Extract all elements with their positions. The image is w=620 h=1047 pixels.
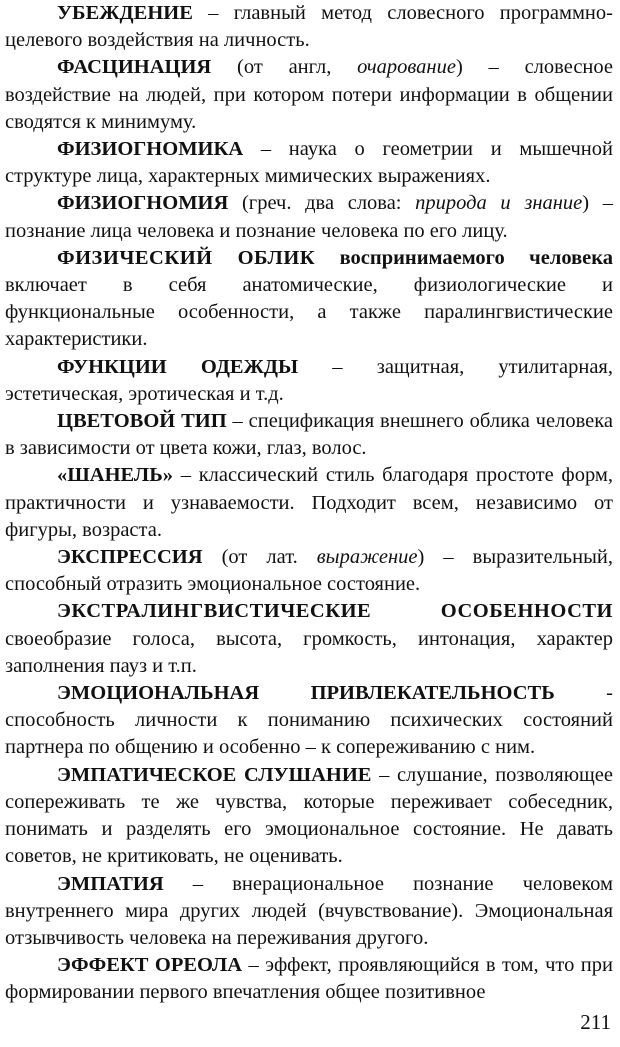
entry-term: УБЕЖДЕНИЕ [57, 2, 193, 24]
entry-term: ФИЗИОГНОМИЯ [57, 192, 229, 215]
entry-term-tail: воспринимаемого человека [315, 246, 613, 269]
entry-ekstralingvisticheskie [5, 598, 613, 680]
entry-definition: своеобразие голоса, высота, громкость, интонация, характер заполнения пауз и т.п. [5, 627, 613, 677]
entry-definition: - способность личности к пониманию психических состояний партнера по общению и особенно – к сопереживанию с ним. [5, 682, 613, 759]
entry-effekt-oreola [5, 952, 613, 1006]
entry-empaticheskoe-slushanie [5, 762, 613, 871]
entry-etymology: (греч. два слова: [228, 192, 416, 215]
entry-term: ЭКСТРАЛИНГВИСТИЧЕСКИЕ ОСОБЕННОСТИ [57, 600, 613, 623]
entry-emotsionalnaya-privlekatelnost [5, 680, 613, 762]
entry-definition: – классический стиль благодаря простоте форм, практичности и узнаваемости. Подходит всем, независимо от фигуры, возраста. [5, 464, 613, 541]
entry-funktsii-odezhdy [5, 354, 613, 408]
entry-term: ЭМПАТИЯ [57, 872, 164, 895]
entry-term: ФИЗИЧЕСКИЙ ОБЛИК [57, 246, 316, 269]
entry-definition: ) – познание лица человека и познание человека по его лицу. [5, 192, 614, 242]
entry-term: ЭКСПРЕССИЯ [57, 546, 203, 569]
entry-etymology: (от лат. [202, 546, 317, 569]
entry-fiziognomiya [5, 190, 613, 244]
entry-term: ФАСЦИНАЦИЯ [57, 56, 212, 79]
entry-term: ФУНКЦИИ ОДЕЖДЫ [57, 355, 299, 378]
entry-definition: – главный метод словесного программно-целевого воздействия на личность. [5, 2, 613, 52]
entry-term: ЭМПАТИЧЕСКОЕ СЛУШАНИЕ [57, 763, 372, 786]
entry-definition: – внерациональное познание человеком внутреннего мира других людей (вчувствование). Эмоциональная отзывчивость человека на переживания другого. [5, 872, 613, 949]
entry-definition: – защитная, утилитарная, эстетическая, эротическая и т.д. [5, 355, 613, 405]
entry-term: «ШАНЕЛЬ» [57, 464, 173, 487]
entry-etymology-italic: очарование [357, 56, 456, 79]
entry-definition: – эффект, проявляющийся в том, что при формировании первого впечатления общее позитивное [5, 954, 614, 1004]
entry-definition: – наука о геометрии и мышечной структуре лица, характерных мимических выражениях. [5, 138, 613, 188]
entry-etymology: (от англ, [211, 56, 358, 79]
entry-ubezhdenie [5, 0, 613, 54]
entry-tsvetovoy-tip [5, 408, 613, 462]
entry-term: ЭМОЦИОНАЛЬНАЯ ПРИВЛЕКАТЕЛЬНОСТЬ [57, 682, 555, 705]
entry-definition: ) – выразительный, способный отразить эмоциональное состояние. [5, 546, 613, 596]
entry-definition: – спецификация внешнего облика человека в зависимости от цвета кожи, глаз, волос. [5, 410, 613, 460]
entry-fascinatsiya [5, 54, 613, 136]
entry-etymology-italic: выражение [316, 546, 418, 569]
entry-term: ФИЗИОГНОМИКА [57, 138, 244, 161]
entry-definition: ) – словесное воздействие на людей, при котором потери информации в общении сводятся к минимуму. [5, 56, 613, 133]
entry-shanel [5, 462, 613, 544]
entry-empatiya [5, 871, 613, 953]
entry-term: ЦВЕТОВОЙ ТИП [57, 410, 227, 433]
entry-definition: включает в себя анатомические, физиологические и функциональные особенности, а также паралингвистические характеристики. [5, 274, 613, 351]
entry-fiziognomika [5, 136, 613, 190]
entry-etymology-italic: природа и знание [415, 192, 583, 215]
entry-fizicheskiy-oblik [5, 245, 613, 354]
page-number: 211 [580, 1010, 611, 1034]
entry-ekspressiya [5, 544, 613, 598]
entry-term: ЭФФЕКТ ОРЕОЛА [57, 954, 243, 977]
entry-definition: – слушание, позволяющее сопереживать те же чувства, которые переживает собеседник, понимать и разделять его эмоциональное состояние. Не давать советов, не критиковать, не оценивать. [5, 763, 613, 868]
